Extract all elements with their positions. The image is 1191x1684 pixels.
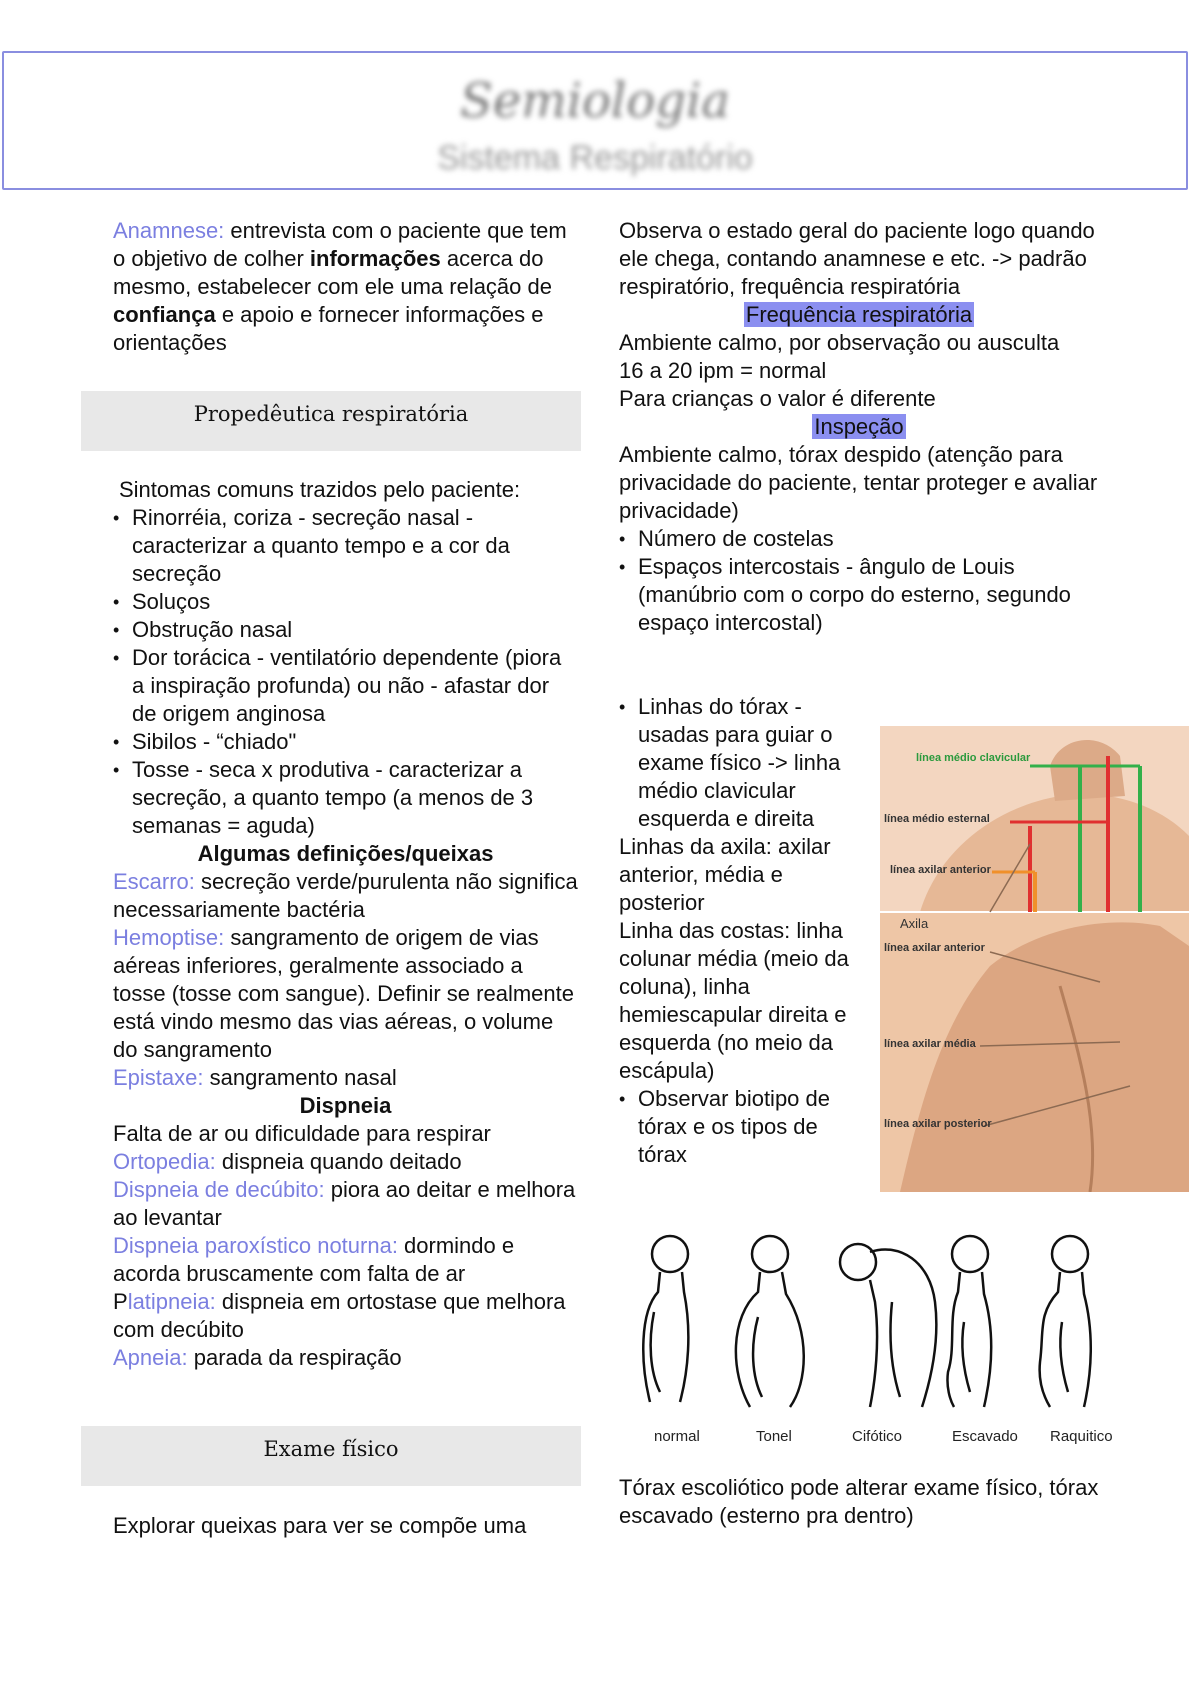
- ortopedia-text: dispneia quando deitado: [215, 1149, 462, 1174]
- escarro-text: secreção verde/purulenta não significa necessariamente bactéria: [113, 869, 578, 922]
- header-box: [2, 51, 1188, 190]
- freq-line-1: Ambiente calmo, por observação ou ausculta: [619, 330, 1060, 355]
- definitions-title: Algumas definições/queixas: [197, 841, 494, 866]
- def-platipneia: [113, 1288, 578, 1344]
- axila-text: Linhas da axila: axilar anterior, média e posterior: [619, 834, 831, 915]
- figure-cifotico: [840, 1244, 936, 1407]
- label-normal: normal: [654, 1428, 700, 1445]
- anamnese-text-c: acerca do mesmo, estabelecer com ele uma relação de: [113, 246, 552, 299]
- symptoms-title: Sintomas comuns trazidos pelo paciente:: [119, 477, 521, 502]
- bullet-costelas: • Número de costelas: [619, 525, 1099, 553]
- term-escarro: Escarro:: [113, 869, 195, 894]
- costas-text: Linha das costas: linha colunar média (meio da coluna), linha hemiescapular direita e esquerda (no meio da escápula): [619, 918, 849, 1083]
- symptom-item: • Dor torácica - ventilatório dependente (piora a inspiração profunda) ou não - afastar dor de origem anginosa: [113, 644, 578, 728]
- apneia-text: parada da respiração: [187, 1345, 402, 1370]
- term-apneia: Apneia:: [113, 1345, 188, 1370]
- final-text: Tórax escoliótico pode alterar exame físico, tórax escavado (esterno pra dentro): [619, 1475, 1099, 1528]
- bullet-biotipo: • Observar biotipo de tórax e os tipos de tórax: [619, 1085, 859, 1169]
- bullet-espacos: • Espaços intercostais - ângulo de Louis (manúbrio com o corpo do esterno, segundo espaço intercostal): [619, 553, 1099, 637]
- def-escarro: [113, 868, 578, 924]
- right-column-middle: [619, 693, 859, 1169]
- paroxistico-text: dormindo e acorda bruscamente com falta de ar: [113, 1233, 515, 1286]
- term-ortopedia: Ortopedia:: [113, 1149, 216, 1174]
- inspecao-text: Ambiente calmo, tórax despido (atenção para privacidade do paciente, tentar proteger e avaliar privacidade): [619, 442, 1098, 523]
- symptom-item: • Rinorréia, coriza - secreção nasal - caracterizar a quanto tempo e a cor da secreção: [113, 504, 578, 588]
- def-apneia: [113, 1344, 578, 1372]
- def-ortopedia: [113, 1148, 578, 1176]
- heading-inspecao: Inspeção: [814, 414, 904, 439]
- thorax-lines-image: [880, 726, 1189, 1192]
- dispneia-title: Dispneia: [299, 1093, 392, 1118]
- document-title: Semiologia: [460, 73, 730, 129]
- symptoms-block: [113, 476, 578, 1372]
- figure-normal: [643, 1236, 688, 1402]
- thorax-types-image: [630, 1222, 1170, 1452]
- hemoptise-text: sangramento de origem de vias aéreas inferiores, geralmente associado a tosse (tosse com sangue). Definir se realmente está vindo mesmo das vias aéreas, o volume do sangramento: [113, 925, 574, 1062]
- label-raquitico: Raquitico: [1050, 1428, 1113, 1445]
- def-decubito: [113, 1176, 578, 1232]
- section-propedeutica: Propedêutica respiratória: [81, 391, 581, 451]
- right-column-top: [619, 217, 1099, 637]
- freq-line-2: 16 a 20 ipm = normal: [619, 358, 827, 383]
- symptom-item: • Obstrução nasal: [113, 616, 578, 644]
- symptom-item: • Soluços: [113, 588, 578, 616]
- anamnese-bold-informacoes: informações: [309, 246, 441, 271]
- bullet-linhas: • Linhas do tórax - usadas para guiar o exame físico -> linha médio clavicular esquerda e direita: [619, 693, 859, 833]
- section-exame-fisico: Exame físico: [81, 1426, 581, 1486]
- label-medio-esternal: línea médio esternal: [884, 813, 990, 825]
- symptom-item: • Tosse - seca x produtiva - caracterizar a secreção, a quanto tempo (a menos de 3 semanas = aguda): [113, 756, 578, 840]
- thorax-types-figure: [630, 1222, 1170, 1422]
- term-platipneia: latipneia:: [127, 1289, 216, 1314]
- label-axilar-media: línea axilar média: [884, 1038, 976, 1050]
- term-epistaxe: Epistaxe:: [113, 1065, 204, 1090]
- def-paroxistico: [113, 1232, 578, 1288]
- explorar-text: Explorar queixas para ver se compõe uma: [113, 1513, 527, 1538]
- label-medio-clavicular: línea médio clavicular: [916, 752, 1031, 764]
- label-axilar-anterior: línea axilar anterior: [890, 864, 991, 876]
- term-decubito: Dispneia de decúbito:: [113, 1177, 325, 1202]
- label-tonel: Tonel: [756, 1428, 792, 1445]
- epistaxe-text: sangramento nasal: [203, 1065, 397, 1090]
- label-escavado: Escavado: [952, 1428, 1018, 1445]
- document-subtitle: Sistema Respiratório: [437, 139, 753, 177]
- intro-text: Observa o estado geral do paciente logo quando ele chega, contando anamnese e etc. -> padrão respiratório, frequência respiratória: [619, 218, 1095, 299]
- anamnese-paragraph: [113, 217, 578, 357]
- figure-escavado: [947, 1236, 991, 1407]
- term-paroxistico: Dispneia paroxístico noturna:: [113, 1233, 398, 1258]
- symptom-item: • Sibilos - “chiado": [113, 728, 578, 756]
- dispneia-text: Falta de ar ou dificuldade para respirar: [113, 1121, 491, 1146]
- def-hemoptise: [113, 924, 578, 1064]
- decubito-text: piora ao deitar e melhora ao levantar: [113, 1177, 576, 1230]
- def-epistaxe: [113, 1064, 578, 1092]
- platipneia-initial: P: [113, 1289, 128, 1314]
- label-cifotico: Cifótico: [852, 1428, 903, 1445]
- anamnese-text-e: e apoio e fornecer informações e orientações: [113, 302, 544, 355]
- anamnese-text-a: entrevista com o paciente que tem o objetivo de colher: [113, 218, 567, 271]
- platipneia-text: dispneia em ortostase que melhora com decúbito: [113, 1289, 566, 1342]
- term-anamnese: Anamnese:: [113, 218, 225, 243]
- freq-line-3: Para crianças o valor é diferente: [619, 386, 936, 411]
- figure-tonel: [736, 1236, 804, 1407]
- term-hemoptise: Hemoptise:: [113, 925, 225, 950]
- heading-frequencia: Frequência respiratória: [745, 302, 973, 327]
- figure-raquitico: [1040, 1236, 1091, 1407]
- anamnese-bold-confianca: confiança: [113, 302, 216, 327]
- label-axilar-anterior-2: línea axilar anterior: [884, 942, 985, 954]
- label-axilar-posterior: línea axilar posterior: [884, 1118, 992, 1130]
- label-axila: Axila: [900, 916, 929, 931]
